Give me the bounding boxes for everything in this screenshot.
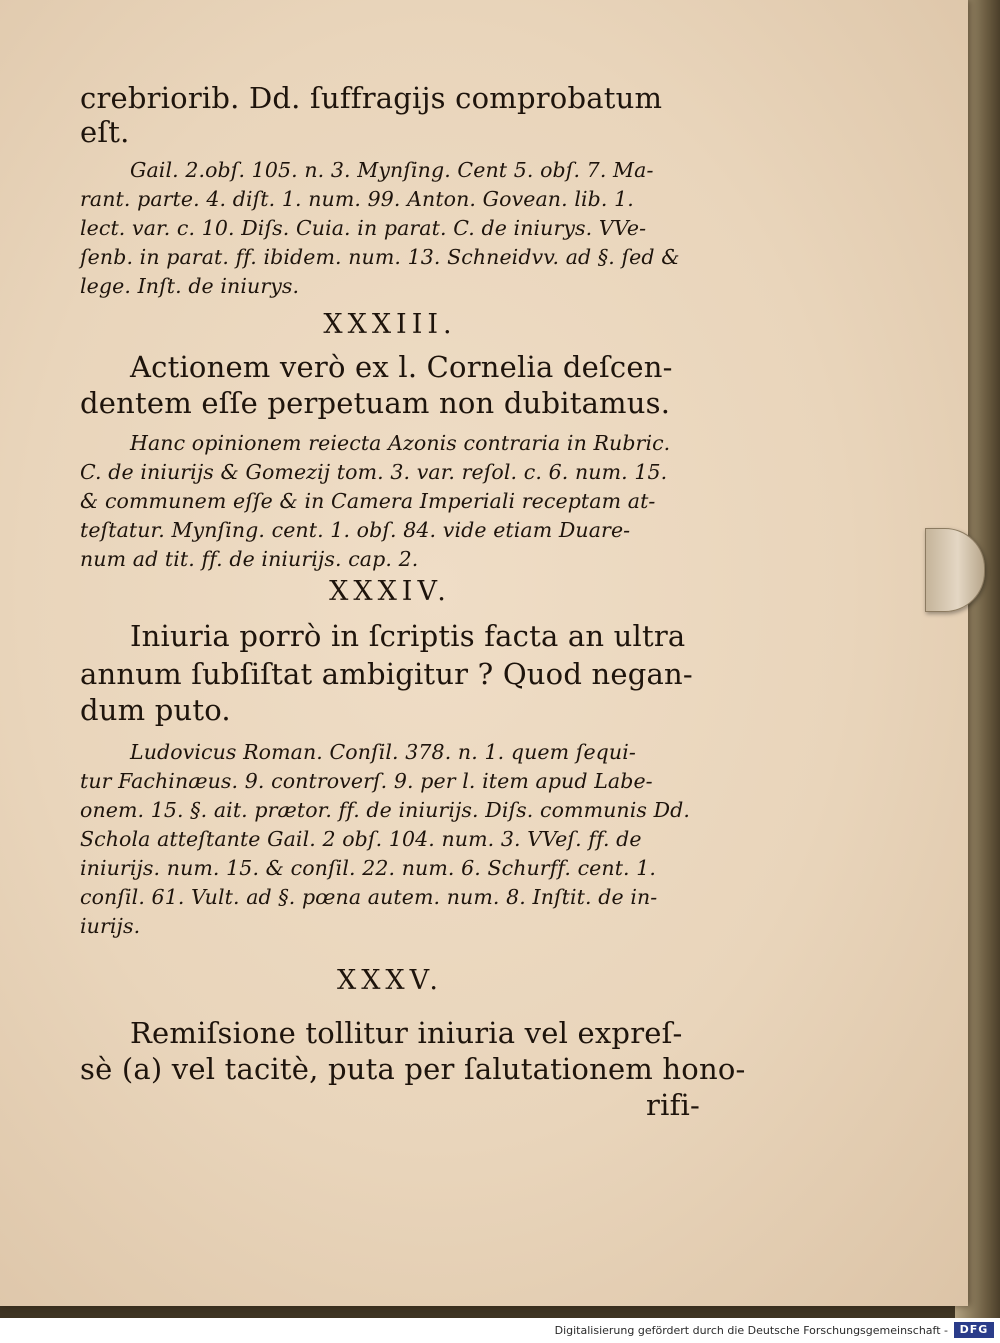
text-line: annum ſubſiſtat ambigitur ? Quod negan- xyxy=(80,657,693,691)
citation-line: iurijs. xyxy=(80,914,141,938)
citation-line: num ad tit. ff. de iniurijs. cap. 2. xyxy=(80,547,419,571)
footer xyxy=(0,1318,1000,1343)
section-heading: XXXV. xyxy=(336,965,444,996)
dfg-logo: DFG xyxy=(954,1322,994,1338)
citation-line: Gail. 2.obſ. 105. n. 3. Mynſing. Cent 5. obſ. 7. Ma- xyxy=(130,158,654,182)
citation-line: C. de iniurijs & Gomezij tom. 3. var. reſol. c. 6. num. 15. xyxy=(80,460,668,484)
text-line: eſt. xyxy=(80,115,130,149)
citation-line: Hanc opinionem reiecta Azonis contraria in Rubric. xyxy=(130,431,671,455)
catchword: rifi- xyxy=(646,1088,700,1122)
text-line: dentem eſſe perpetuam non dubitamus. xyxy=(80,386,671,420)
citation-line: onem. 15. §. ait. prætor. ff. de iniurijs. Diſs. communis Dd. xyxy=(80,798,690,822)
citation-line: lege. Inſt. de iniurys. xyxy=(80,274,300,298)
citation-line: rant. parte. 4. diſt. 1. num. 99. Anton. Govean. lib. 1. xyxy=(80,187,634,211)
citation-line: conſil. 61. Vult. ad §. pœna autem. num. 8. Inſtit. de in- xyxy=(80,885,658,909)
section-heading: XXXIV. xyxy=(329,576,451,607)
citation-line: Schola atteſtante Gail. 2 obſ. 104. num. 3. VVeſ. ff. de xyxy=(80,827,642,851)
citation-line: & communem eſſe & in Camera Imperiali receptam at- xyxy=(80,489,656,513)
text-line: sè (a) vel tacitè, puta per ſalutationem hono- xyxy=(80,1052,746,1086)
page-text xyxy=(80,78,746,1125)
citation-line: lect. var. c. 10. Diſs. Cuia. in parat. C. de iniurys. VVe- xyxy=(80,216,647,240)
text-line: crebriorib. Dd. ſuffragijs comprobatum xyxy=(80,81,663,115)
section-heading: XXXIII. xyxy=(323,309,457,340)
citation-line: ſenb. in parat. ff. ibidem. num. 13. Schneidvv. ad §. ſed & xyxy=(80,245,680,269)
text-line: Actionem verò ex l. Cornelia deſcen- xyxy=(130,350,673,384)
citation-line: Ludovicus Roman. Conſil. 378. n. 1. quem ſequi- xyxy=(130,740,636,764)
text-line: Remiſsione tollitur iniuria vel expreſ- xyxy=(130,1016,683,1050)
footer-credit: Digitalisierung gefördert durch die Deutsche Forschungsgemeinschaft - xyxy=(554,1324,948,1337)
citation-line: teſtatur. Mynſing. cent. 1. obſ. 84. vide etiam Duare- xyxy=(80,518,631,542)
text-line: Iniuria porrò in ſcriptis facta an ultra xyxy=(130,619,686,653)
text-line: dum puto. xyxy=(80,693,231,727)
citation-line: iniurijs. num. 15. & conſil. 22. num. 6. Schurff. cent. 1. xyxy=(80,856,657,880)
citation-line: tur Fachinæus. 9. controverſ. 9. per l. item apud Labe- xyxy=(80,769,653,793)
